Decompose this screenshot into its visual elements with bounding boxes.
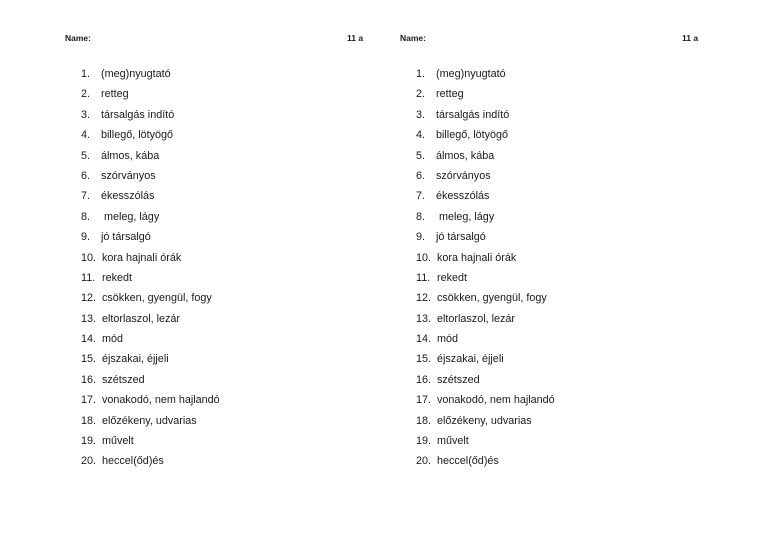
item-number: 6. [81, 169, 91, 182]
class-label: 11 a [682, 33, 699, 43]
list-item [81, 451, 220, 471]
item-text: társalgás indító [101, 108, 175, 121]
item-number: 4. [416, 129, 426, 142]
item-number: 4. [81, 129, 91, 142]
list-item [416, 227, 555, 247]
item-number: 16. [81, 373, 97, 386]
item-text: ékesszólás [101, 190, 155, 203]
item-text: jó társalgó [436, 231, 486, 244]
list-item [416, 207, 555, 227]
item-number: 13. [416, 312, 432, 325]
item-number: 15. [416, 353, 432, 366]
item-text: szórványos [101, 169, 156, 182]
item-text: (meg)nyugtató [436, 68, 506, 80]
item-text: billegő, lötyögő [436, 129, 509, 142]
item-number: 6. [416, 169, 426, 182]
list-item [416, 146, 555, 166]
item-number: 7. [416, 190, 426, 203]
item-number: 11. [416, 271, 431, 284]
list-item [81, 146, 220, 166]
item-text: csökken, gyengül, fogy [102, 292, 212, 305]
list-item [81, 125, 220, 145]
item-number: 7. [81, 190, 91, 203]
item-text: heccel(őd)és [437, 455, 499, 468]
list-item [81, 370, 220, 390]
item-text: szórványos [436, 169, 491, 182]
list-item [81, 309, 220, 329]
list-item [416, 329, 555, 349]
item-number: 10. [81, 251, 97, 264]
item-number: 9. [81, 231, 91, 244]
item-text: éjszakai, éjjeli [437, 353, 504, 366]
item-number: 8. [416, 210, 426, 223]
list-item [416, 186, 555, 206]
item-text: szétszed [437, 373, 480, 386]
vocabulary-list [81, 64, 220, 472]
list-item [81, 390, 220, 410]
list-item [416, 431, 555, 451]
list-item [81, 411, 220, 431]
name-label: Name: [65, 33, 91, 43]
item-number: 14. [416, 333, 432, 346]
item-number: 20. [416, 455, 432, 468]
item-text: előzékeny, udvarias [437, 414, 532, 427]
item-text: művelt [102, 435, 134, 448]
item-number: 10. [416, 251, 432, 264]
item-number: 12. [81, 292, 97, 305]
item-number: 3. [81, 108, 91, 121]
vocabulary-list [416, 64, 555, 472]
item-text: meleg, lágy [101, 210, 160, 223]
item-text: előzékeny, udvarias [102, 414, 197, 427]
item-number: 18. [416, 414, 432, 427]
list-item [81, 288, 220, 308]
item-number: 19. [81, 435, 97, 448]
list-item [81, 349, 220, 369]
item-text: (meg)nyugtató [101, 68, 171, 80]
item-text: kora hajnali órák [102, 251, 182, 264]
item-number: 15. [81, 353, 97, 366]
item-text: retteg [436, 88, 464, 101]
item-text: eltorlaszol, lezár [102, 312, 181, 325]
list-item [81, 248, 220, 268]
item-number: 20. [81, 455, 97, 468]
list-item [416, 309, 555, 329]
item-text: mód [437, 333, 459, 346]
item-number: 5. [416, 149, 426, 162]
list-item [416, 370, 555, 390]
item-number: 8. [81, 210, 91, 223]
item-number: 14. [81, 333, 97, 346]
item-number: 17. [81, 394, 97, 407]
list-item [416, 166, 555, 186]
list-item [81, 431, 220, 451]
list-item [81, 329, 220, 349]
list-item [81, 64, 220, 84]
item-text: eltorlaszol, lezár [437, 312, 516, 325]
item-number: 13. [81, 312, 97, 325]
item-text: retteg [101, 88, 129, 101]
item-text: álmos, kába [436, 149, 495, 162]
item-number: 2. [81, 88, 91, 101]
item-text: társalgás indító [436, 108, 510, 121]
item-text: művelt [437, 435, 469, 448]
name-label: Name: [400, 33, 426, 43]
item-number: 1. [81, 68, 91, 80]
item-text: heccel(őd)és [102, 455, 164, 468]
item-text: mód [102, 333, 124, 346]
list-item [416, 390, 555, 410]
list-item [416, 125, 555, 145]
list-item [81, 268, 220, 288]
list-item [81, 186, 220, 206]
item-text: ékesszólás [436, 190, 490, 203]
list-item [416, 268, 555, 288]
item-text: csökken, gyengül, fogy [437, 292, 547, 305]
item-text: vonakodó, nem hajlandó [437, 394, 555, 407]
item-number: 2. [416, 88, 426, 101]
item-text: vonakodó, nem hajlandó [102, 394, 220, 407]
item-text: billegő, lötyögő [101, 129, 174, 142]
item-text: kora hajnali órák [437, 251, 517, 264]
list-item [416, 64, 555, 84]
item-number: 12. [416, 292, 432, 305]
item-text: álmos, kába [101, 149, 160, 162]
list-item [416, 411, 555, 431]
list-item [81, 227, 220, 247]
item-number: 11. [81, 271, 96, 284]
item-text: szétszed [102, 373, 145, 386]
item-text: jó társalgó [101, 231, 151, 244]
list-item [416, 105, 555, 125]
item-number: 16. [416, 373, 432, 386]
item-number: 1. [416, 68, 426, 80]
list-item [81, 207, 220, 227]
item-number: 3. [416, 108, 426, 121]
item-number: 9. [416, 231, 426, 244]
item-number: 18. [81, 414, 97, 427]
list-item [81, 84, 220, 104]
item-text: rekedt [437, 271, 468, 284]
list-item [81, 166, 220, 186]
list-item [416, 451, 555, 471]
item-number: 17. [416, 394, 432, 407]
item-text: rekedt [102, 271, 133, 284]
item-text: meleg, lágy [436, 210, 495, 223]
list-item [416, 248, 555, 268]
list-item [81, 105, 220, 125]
item-number: 5. [81, 149, 91, 162]
worksheet-right [400, 0, 740, 543]
list-item [416, 288, 555, 308]
list-item [416, 84, 555, 104]
class-label: 11 a [347, 33, 364, 43]
worksheet-left [65, 0, 405, 543]
item-text: éjszakai, éjjeli [102, 353, 169, 366]
list-item [416, 349, 555, 369]
item-number: 19. [416, 435, 432, 448]
